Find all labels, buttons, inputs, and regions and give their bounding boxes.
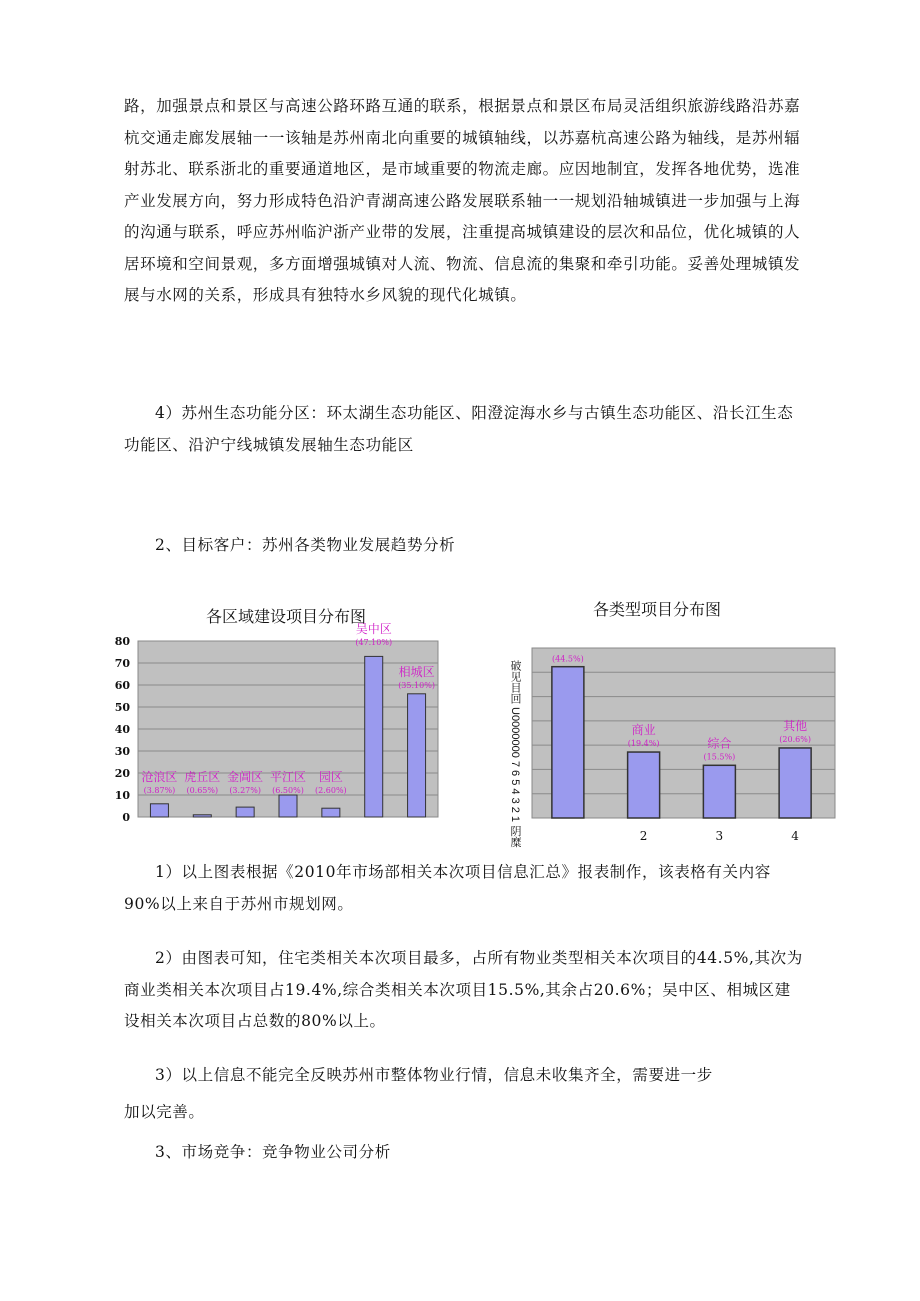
chart1-category-label: 相城区 [398,665,435,679]
chart1-y-tick-label: 60 [114,679,130,692]
chart1-y-tick-label: 30 [114,745,130,758]
chart2-x-tick-label: 2 [639,829,648,843]
heading-market-competition-text: 3、市场竞争：竞争物业公司分析 [155,1143,391,1161]
chart1-category-label: 平江区 [269,770,307,784]
chart1-title: 各区域建设项目分布图 [206,607,367,626]
heading-target-customers-text: 2、目标客户：苏州各类物业发展趋势分析 [155,536,456,554]
chart1-bar [150,804,168,817]
chart1-bar [236,807,254,817]
chart1-category-label: 园区 [318,770,343,784]
note-3-continued: 加以完善。 [124,1103,205,1121]
chart2-bar [628,752,660,818]
chart-type-projects [525,636,845,846]
chart2-bar [552,667,584,818]
note-3 [124,1060,804,1092]
note-2-text: 2）由图表可知，住宅类相关本次项目最多，占所有物业类型相关本次项目的44.5%,其次为商业类相关本次项目占19.4%,综合类相关本次项目15.5%,其余占20.6%；吴中区、相城区建设相关本次项目占总数的80%以上。 [124,949,803,1030]
chart2-series-label: 其他 [783,718,808,733]
note-2 [124,943,804,1038]
heading-target-customers [124,530,804,562]
chart2-bar [779,748,811,818]
chart1-y-tick-label: 50 [114,701,130,714]
note-1-text: 1）以上图表根据《2010年市场部相关本次项目信息汇总》报表制作，该表格有关内容90%以上来自于苏州市规划网。 [124,863,771,913]
chart1-category-label: 吴中区 [355,622,392,636]
chart1-category-label: 金阊区 [227,770,264,784]
chart1-data-label: (0.65%) [186,786,219,795]
chart1-y-tick-label: 10 [114,789,130,802]
chart2-data-label: (20.6%) [779,734,811,744]
chart1-y-tick-label: 0 [122,811,130,824]
chart2-title: 各类型项目分布图 [593,600,722,619]
chart1-data-label: (2.60%) [315,786,347,795]
chart1-data-label: (35.10%) [398,681,435,690]
chart2-data-label: (19.4%) [627,739,660,749]
heading-market-competition [124,1137,804,1169]
chart1-data-label: (47.10%) [355,638,393,647]
chart-region-projects [108,620,448,830]
chart2-x-tick-label: 3 [715,829,724,843]
paragraph-corridors: 路，加强景点和景区与高速公路环路互通的联系，根据景点和景区布局灵活组织旅游线路沿苏嘉杭交通走廊发展轴一一该轴是苏州南北向重要的城镇轴线，以苏嘉杭高速公路为轴线，是苏州辐射苏北、联系浙北的重要通道地区，是市域重要的物流走廊。应因地制宜，发挥各地优势，选准产业发展方向，努力形成特色沿沪青湖高速公路发展联系轴一一规划沿轴城镇进一步加强与上海的沟通与联系，呼应苏州临沪浙产业带的发展，注重提高城镇建设的层次和品位，优化城镇的人居环境和空间景观，多方面增强城镇对人流、物流、信息流的集聚和牵引功能。妥善处理城镇发展与水网的关系，形成具有独特水乡风貌的现代化城镇。 [124,97,801,304]
note-3-text: 3）以上信息不能完全反映苏州市整体物业行情，信息未收集齐全，需要进一步 [155,1066,713,1084]
chart1-y-tick-label: 40 [114,723,130,736]
eco-zones-text: 4）苏州生态功能分区：环太湖生态功能区、阳澄淀海水乡与古镇生态功能区、沿长江生态功能区、沿沪宁线城镇发展轴生态功能区 [124,404,794,454]
chart1-data-label: (6.50%) [272,786,304,795]
chart1-category-label: 虎丘区 [184,770,221,784]
chart2-data-label: (44.5%) [552,654,584,664]
chart1-y-tick-label: 70 [114,657,130,670]
chart1-y-tick-label: 20 [114,767,130,780]
chart1-y-tick-label: 80 [114,635,130,648]
note-1 [124,857,804,920]
chart2-bar [703,765,735,818]
chart1-bar [193,815,211,817]
chart2-x-tick-label: 4 [791,829,799,843]
chart1-bar [365,656,383,817]
chart1-data-label: (3.27%) [229,786,261,795]
chart1-category-label: 沧浪区 [141,770,178,784]
chart1-bar [408,694,426,817]
chart2-series-label: 商业 [631,723,656,738]
chart2-y-axis-label: 破见目回 U0000000 7 6 5 4 3 2 1 阴糜 [509,660,521,848]
paragraph-eco-zones [124,398,804,461]
chart1-bar [322,808,340,817]
chart1-data-label: (3.87%) [143,786,176,795]
chart2-series-label: 综合 [707,736,732,751]
chart1-bar [279,795,297,817]
chart2-data-label: (15.5%) [703,752,736,762]
